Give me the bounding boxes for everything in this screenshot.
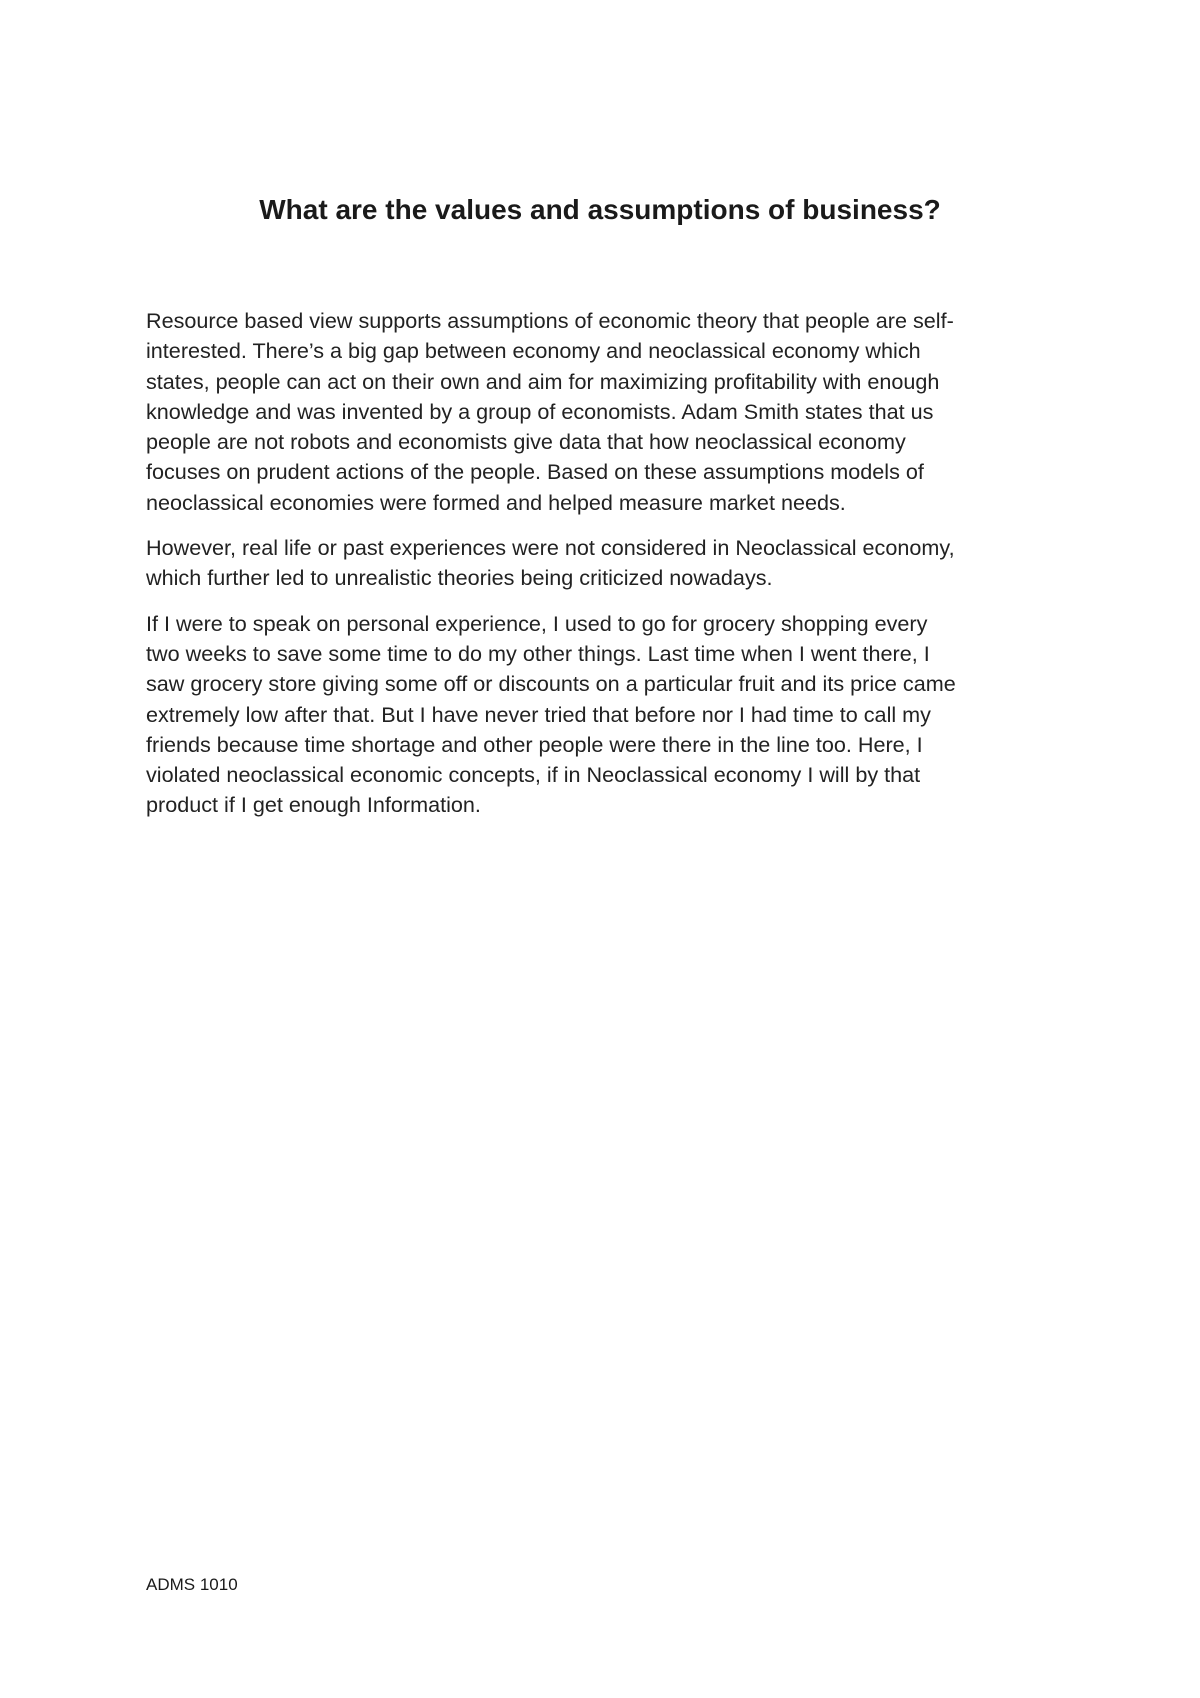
paragraph-2	[146, 533, 1068, 594]
text-line: focuses on prudent actions of the people. Based on these assumptions models of	[146, 459, 924, 485]
text-line: extremely low after that. But I have never tried that before nor I had time to call my	[146, 701, 931, 727]
paragraph-3	[146, 609, 1068, 821]
paragraph-1	[146, 306, 1068, 518]
text-line: people are not robots and economists give data that how neoclassical economy	[146, 429, 906, 455]
text-line: two weeks to save some time to do my other things. Last time when I went there, I	[146, 640, 930, 666]
text-line: However, real life or past experiences were not considered in Neoclassical economy,	[146, 535, 955, 561]
text-line: saw grocery store giving some off or discounts on a particular fruit and its price came	[146, 671, 956, 697]
text-line: neoclassical economies were formed and helped measure market needs.	[146, 489, 846, 515]
text-line: If I were to speak on personal experience, I used to go for grocery shopping every	[146, 610, 928, 636]
page-footer: ADMS 1010	[146, 1575, 238, 1594]
document-title: What are the values and assumptions of business?	[259, 194, 941, 225]
text-line: product if I get enough Information.	[146, 792, 481, 818]
text-line: interested. There’s a big gap between economy and neoclassical economy which	[146, 338, 921, 364]
document-body	[146, 306, 1068, 836]
text-line: which further led to unrealistic theories being criticized nowadays.	[146, 565, 773, 591]
text-line: Resource based view supports assumptions of economic theory that people are self-	[146, 308, 954, 333]
text-line: friends because time shortage and other people were there in the line too. Here, I	[146, 731, 923, 757]
text-line: states, people can act on their own and aim for maximizing profitability with enough	[146, 368, 940, 394]
text-line: violated neoclassical economic concepts, if in Neoclassical economy I will by that	[146, 762, 921, 788]
text-line: knowledge and was invented by a group of economists. Adam Smith states that us	[146, 398, 934, 424]
